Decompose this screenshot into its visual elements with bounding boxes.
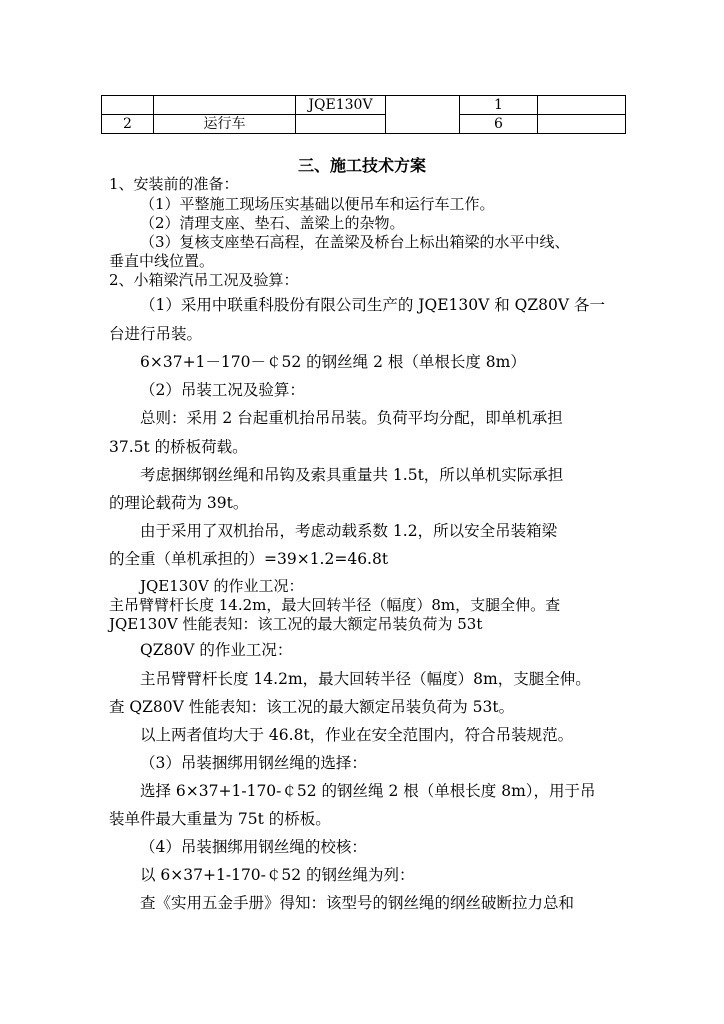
table-cell: 1 [460,96,538,115]
paragraph-line: （1）采用中联重科股份有限公司生产的 JQE130V 和 QZ80V 各一 [140,296,605,314]
paragraph-line: （2）清理支座、垫石、盖梁上的杂物。 [140,214,405,232]
paragraph-line: 6×37+1－170－￠52 的钢丝绳 2 根（单根长度 8m） [140,353,526,371]
table-cell: 2 [102,115,154,134]
paragraph-line: QZ80V 的作业工况： [140,641,293,659]
paragraph-line: 1、安装前的准备： [109,175,239,193]
paragraph-line: JQE130V 的作业工况： [140,577,304,595]
table-cell: JQE130V [296,96,386,115]
paragraph-line: 的理论载荷为 39t。 [109,494,249,512]
paragraph-line: 以 6×37+1-170-￠52 的钢丝绳为列： [140,866,415,884]
paragraph-line: 总则：采用 2 台起重机抬吊吊装。负荷平均分配，即单机承担 [140,409,563,427]
paragraph-line: 考虑捆绑钢丝绳和吊钩及索具重量共 1.5t，所以单机实际承担 [140,466,564,484]
paragraph-line: 选择 6×37+1-170-￠52 的钢丝绳 2 根（单根长度 8m），用于吊 [140,782,596,800]
table-cell [538,115,626,134]
paragraph-line: 主吊臂臂杆长度 14.2m，最大回转半径（幅度）8m，支腿全伸。 [140,670,591,688]
paragraph-line: 装单件最大重量为 75t 的桥板。 [109,810,331,828]
paragraph-line: 查 QZ80V 性能表知：该工况的最大额定吊装负荷为 53t。 [109,698,515,716]
paragraph-line: 台进行吊装。 [109,325,203,343]
paragraph-line: （4）吊装捆绑用钢丝绳的校核： [140,838,367,856]
paragraph-line: 查《实用五金手册》得知：该型号的钢丝绳的纲丝破断拉力总和 [140,894,575,912]
section-title: 三、施工技术方案 [297,156,426,175]
paragraph-line: 主吊臂臂杆长度 14.2m，最大回转半径（幅度）8m，支腿全伸。查 [109,596,561,614]
paragraph-line: 的全重（单机承担的）=39×1.2=46.8t [109,550,389,568]
paragraph-line: 以上两者值均大于 46.8t，作业在安全范围内，符合吊装规范。 [140,726,574,744]
table-cell [386,96,460,134]
table-cell [296,115,386,134]
table-cell: 运行车 [154,115,296,134]
table-cell: 6 [460,115,538,134]
table-cell [538,96,626,115]
table-row [102,115,626,134]
table-row [102,96,626,115]
paragraph-line: 37.5t 的桥板荷载。 [109,438,248,456]
table-cell [154,96,296,115]
paragraph-line: 垂直中线位置。 [109,252,215,270]
paragraph-line: （2）吊装工况及验算： [140,381,305,399]
equipment-table [101,95,626,134]
paragraph-line: （1）平整施工现场压实基础以便吊车和运行车工作。 [140,195,495,213]
table-cell [102,96,154,115]
paragraph-line: 由于采用了双机抬吊，考虑动载系数 1.2，所以安全吊装箱梁 [140,522,558,540]
paragraph-line: （3）吊装捆绑用钢丝绳的选择： [140,754,367,772]
paragraph-line: （3）复核支座垫石高程，在盖梁及桥台上标出箱梁的水平中线、 [140,233,570,251]
paragraph-line: JQE130V 性能表知：该工况的最大额定吊装负荷为 53t [109,615,483,633]
paragraph-line: 2、小箱梁汽吊工况及验算： [109,271,299,289]
